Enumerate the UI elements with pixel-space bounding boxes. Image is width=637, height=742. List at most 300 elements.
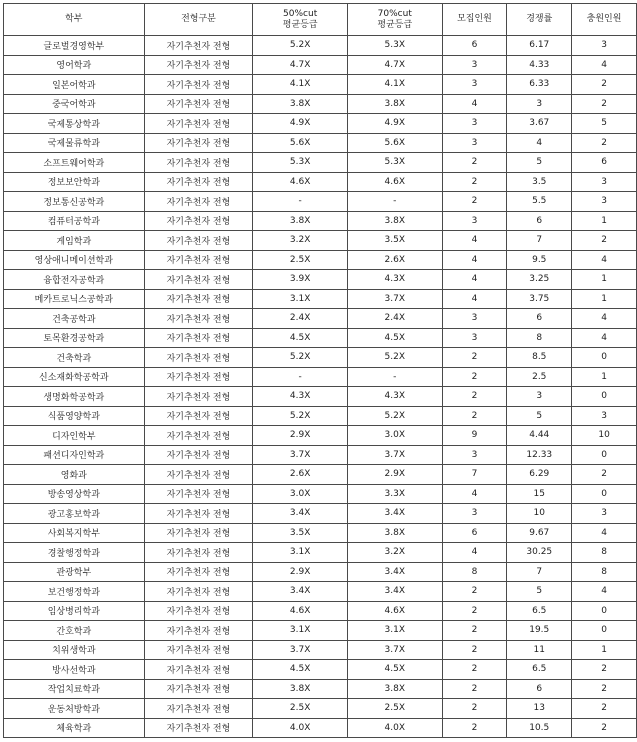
table-row [4, 465, 637, 485]
recruitment-count-cell: 2 [442, 718, 507, 738]
department-cell: 운동처방학과 [4, 699, 145, 719]
cut50-grade-cell: 3.7X [253, 445, 348, 465]
department-cell: 토목환경공학과 [4, 328, 145, 348]
admission-type-cell: 자기추천자 전형 [144, 367, 253, 387]
cut50-grade-cell: 4.5X [253, 328, 348, 348]
cut70-grade-cell: - [347, 192, 442, 212]
admission-type-cell: 자기추천자 전형 [144, 445, 253, 465]
cut50-grade-cell: 3.8X [253, 94, 348, 114]
recruitment-count-cell: 2 [442, 699, 507, 719]
cut50-grade-cell: 3.8X [253, 211, 348, 231]
recruitment-count-cell: 3 [442, 504, 507, 524]
additional-admissions-cell: 3 [572, 406, 637, 426]
table-row [4, 640, 637, 660]
recruitment-count-cell: 6 [442, 523, 507, 543]
recruitment-count-cell: 2 [442, 348, 507, 368]
competition-rate-cell: 6.17 [507, 36, 572, 56]
cut50-grade-cell: 2.5X [253, 250, 348, 270]
admission-type-cell: 자기추천자 전형 [144, 270, 253, 290]
recruitment-count-cell: 2 [442, 679, 507, 699]
recruitment-count-cell: 6 [442, 36, 507, 56]
cut50-grade-cell: 2.9X [253, 426, 348, 446]
table-row [4, 543, 637, 563]
admission-type-cell: 자기추천자 전형 [144, 679, 253, 699]
admission-type-cell: 자기추천자 전형 [144, 289, 253, 309]
additional-admissions-cell: 3 [572, 504, 637, 524]
additional-admissions-cell: 0 [572, 484, 637, 504]
competition-rate-cell: 10.5 [507, 718, 572, 738]
table-row [4, 75, 637, 95]
table-row [4, 153, 637, 173]
cut70-grade-cell: 2.6X [347, 250, 442, 270]
cut50-grade-cell: 5.3X [253, 153, 348, 173]
recruitment-count-cell: 2 [442, 367, 507, 387]
admission-type-cell: 자기추천자 전형 [144, 328, 253, 348]
table-row [4, 172, 637, 192]
department-cell: 정보통신공학과 [4, 192, 145, 212]
admission-type-cell: 자기추천자 전형 [144, 562, 253, 582]
table-row [4, 211, 637, 231]
competition-rate-cell: 6.33 [507, 75, 572, 95]
competition-rate-cell: 3.5 [507, 172, 572, 192]
table-row [4, 523, 637, 543]
table-row [4, 55, 637, 75]
admission-type-cell: 자기추천자 전형 [144, 133, 253, 153]
cut50-grade-cell: 5.2X [253, 406, 348, 426]
recruitment-count-cell: 3 [442, 133, 507, 153]
recruitment-count-cell: 2 [442, 582, 507, 602]
cut50-grade-cell: 2.4X [253, 309, 348, 329]
department-cell: 간호학과 [4, 621, 145, 641]
competition-rate-cell: 10 [507, 504, 572, 524]
recruitment-count-cell: 4 [442, 270, 507, 290]
additional-admissions-cell: 2 [572, 75, 637, 95]
header-department: 학부 [4, 4, 145, 36]
admission-type-cell: 자기추천자 전형 [144, 426, 253, 446]
table-row [4, 562, 637, 582]
department-cell: 경찰행정학과 [4, 543, 145, 563]
cut50-grade-cell: 3.5X [253, 523, 348, 543]
competition-rate-cell: 4.44 [507, 426, 572, 446]
recruitment-count-cell: 4 [442, 289, 507, 309]
additional-admissions-cell: 1 [572, 289, 637, 309]
additional-admissions-cell: 0 [572, 445, 637, 465]
header-row [4, 4, 637, 36]
header-cut70-line2: 평균등급 [377, 19, 413, 30]
table-row [4, 192, 637, 212]
recruitment-count-cell: 9 [442, 426, 507, 446]
cut50-grade-cell: 4.1X [253, 75, 348, 95]
recruitment-count-cell: 2 [442, 172, 507, 192]
cut50-grade-cell: 2.6X [253, 465, 348, 485]
table-row [4, 367, 637, 387]
additional-admissions-cell: 2 [572, 699, 637, 719]
admission-results-table-container [3, 3, 637, 738]
table-row [4, 231, 637, 251]
cut70-grade-cell: 5.2X [347, 406, 442, 426]
table-row [4, 289, 637, 309]
competition-rate-cell: 6.5 [507, 601, 572, 621]
cut70-grade-cell: 4.6X [347, 601, 442, 621]
cut70-grade-cell: 4.6X [347, 172, 442, 192]
admission-type-cell: 자기추천자 전형 [144, 36, 253, 56]
additional-admissions-cell: 0 [572, 601, 637, 621]
competition-rate-cell: 13 [507, 699, 572, 719]
competition-rate-cell: 12.33 [507, 445, 572, 465]
additional-admissions-cell: 6 [572, 153, 637, 173]
table-row [4, 660, 637, 680]
cut70-grade-cell: 3.7X [347, 289, 442, 309]
recruitment-count-cell: 7 [442, 465, 507, 485]
table-row [4, 426, 637, 446]
admission-type-cell: 자기추천자 전형 [144, 172, 253, 192]
competition-rate-cell: 6.29 [507, 465, 572, 485]
admission-type-cell: 자기추천자 전형 [144, 660, 253, 680]
table-row [4, 445, 637, 465]
cut70-grade-cell: 3.8X [347, 523, 442, 543]
header-admission-type: 전형구분 [144, 4, 253, 36]
table-row [4, 679, 637, 699]
competition-rate-cell: 5.5 [507, 192, 572, 212]
competition-rate-cell: 7 [507, 562, 572, 582]
department-cell: 체육학과 [4, 718, 145, 738]
cut50-grade-cell: 4.6X [253, 601, 348, 621]
cut70-grade-cell: 4.5X [347, 328, 442, 348]
admission-type-cell: 자기추천자 전형 [144, 114, 253, 134]
cut70-grade-cell: 3.7X [347, 640, 442, 660]
additional-admissions-cell: 4 [572, 250, 637, 270]
department-cell: 패션디자인학과 [4, 445, 145, 465]
department-cell: 보건행정학과 [4, 582, 145, 602]
cut50-grade-cell: 3.4X [253, 582, 348, 602]
recruitment-count-cell: 2 [442, 387, 507, 407]
table-row [4, 114, 637, 134]
competition-rate-cell: 3.67 [507, 114, 572, 134]
cut70-grade-cell: 4.3X [347, 270, 442, 290]
department-cell: 식품영양학과 [4, 406, 145, 426]
competition-rate-cell: 6 [507, 679, 572, 699]
admission-type-cell: 자기추천자 전형 [144, 543, 253, 563]
cut50-grade-cell: 5.2X [253, 348, 348, 368]
competition-rate-cell: 5 [507, 582, 572, 602]
table-row [4, 582, 637, 602]
cut50-grade-cell: 3.0X [253, 484, 348, 504]
department-cell: 메카트로닉스공학과 [4, 289, 145, 309]
cut50-grade-cell: 3.1X [253, 289, 348, 309]
additional-admissions-cell: 0 [572, 621, 637, 641]
admission-type-cell: 자기추천자 전형 [144, 718, 253, 738]
additional-admissions-cell: 8 [572, 562, 637, 582]
additional-admissions-cell: 2 [572, 660, 637, 680]
cut50-grade-cell: 3.4X [253, 504, 348, 524]
department-cell: 컴퓨터공학과 [4, 211, 145, 231]
additional-admissions-cell: 4 [572, 328, 637, 348]
additional-admissions-cell: 2 [572, 465, 637, 485]
department-cell: 글로벌경영학부 [4, 36, 145, 56]
cut70-grade-cell: 4.5X [347, 660, 442, 680]
competition-rate-cell: 5 [507, 153, 572, 173]
cut70-grade-cell: - [347, 367, 442, 387]
department-cell: 영어학과 [4, 55, 145, 75]
department-cell: 작업치료학과 [4, 679, 145, 699]
admission-type-cell: 자기추천자 전형 [144, 484, 253, 504]
admission-type-cell: 자기추천자 전형 [144, 94, 253, 114]
cut70-grade-cell: 4.0X [347, 718, 442, 738]
admission-type-cell: 자기추천자 전형 [144, 348, 253, 368]
competition-rate-cell: 8 [507, 328, 572, 348]
header-cut50-line1: 50%cut [283, 8, 318, 19]
competition-rate-cell: 3 [507, 94, 572, 114]
recruitment-count-cell: 4 [442, 94, 507, 114]
department-cell: 임상병리학과 [4, 601, 145, 621]
department-cell: 영상애니메이션학과 [4, 250, 145, 270]
table-row [4, 94, 637, 114]
cut50-grade-cell: 3.1X [253, 621, 348, 641]
cut50-grade-cell: 3.9X [253, 270, 348, 290]
admission-type-cell: 자기추천자 전형 [144, 75, 253, 95]
additional-admissions-cell: 0 [572, 387, 637, 407]
additional-admissions-cell: 2 [572, 231, 637, 251]
competition-rate-cell: 5 [507, 406, 572, 426]
competition-rate-cell: 3 [507, 387, 572, 407]
cut70-grade-cell: 5.3X [347, 36, 442, 56]
table-row [4, 504, 637, 524]
department-cell: 정보보안학과 [4, 172, 145, 192]
table-row [4, 309, 637, 329]
recruitment-count-cell: 3 [442, 75, 507, 95]
competition-rate-cell: 11 [507, 640, 572, 660]
recruitment-count-cell: 4 [442, 543, 507, 563]
admission-type-cell: 자기추천자 전형 [144, 640, 253, 660]
table-row [4, 601, 637, 621]
cut50-grade-cell: 4.3X [253, 387, 348, 407]
recruitment-count-cell: 3 [442, 55, 507, 75]
admission-type-cell: 자기추천자 전형 [144, 582, 253, 602]
table-row [4, 699, 637, 719]
admission-results-table [3, 3, 637, 738]
table-body [4, 36, 637, 738]
table-row [4, 484, 637, 504]
department-cell: 치위생학과 [4, 640, 145, 660]
cut50-grade-cell: 2.9X [253, 562, 348, 582]
table-row [4, 133, 637, 153]
recruitment-count-cell: 4 [442, 250, 507, 270]
cut70-grade-cell: 5.2X [347, 348, 442, 368]
cut70-grade-cell: 4.1X [347, 75, 442, 95]
header-recruitment-count: 모집인원 [442, 4, 507, 36]
additional-admissions-cell: 1 [572, 270, 637, 290]
department-cell: 디자인학부 [4, 426, 145, 446]
recruitment-count-cell: 2 [442, 192, 507, 212]
competition-rate-cell: 2.5 [507, 367, 572, 387]
header-cut70-line1: 70%cut [377, 8, 412, 19]
admission-type-cell: 자기추천자 전형 [144, 387, 253, 407]
cut70-grade-cell: 3.4X [347, 504, 442, 524]
cut70-grade-cell: 3.0X [347, 426, 442, 446]
department-cell: 광고홍보학과 [4, 504, 145, 524]
additional-admissions-cell: 2 [572, 679, 637, 699]
admission-type-cell: 자기추천자 전형 [144, 523, 253, 543]
cut70-grade-cell: 3.4X [347, 582, 442, 602]
cut70-grade-cell: 5.3X [347, 153, 442, 173]
department-cell: 관광학부 [4, 562, 145, 582]
cut50-grade-cell: 3.7X [253, 640, 348, 660]
recruitment-count-cell: 2 [442, 153, 507, 173]
table-row [4, 36, 637, 56]
admission-type-cell: 자기추천자 전형 [144, 55, 253, 75]
additional-admissions-cell: 2 [572, 718, 637, 738]
cut70-grade-cell: 3.8X [347, 211, 442, 231]
cut70-grade-cell: 2.5X [347, 699, 442, 719]
competition-rate-cell: 3.25 [507, 270, 572, 290]
cut70-grade-cell: 3.5X [347, 231, 442, 251]
table-row [4, 406, 637, 426]
recruitment-count-cell: 2 [442, 601, 507, 621]
additional-admissions-cell: 0 [572, 348, 637, 368]
cut50-grade-cell: 4.9X [253, 114, 348, 134]
cut50-grade-cell: 3.8X [253, 679, 348, 699]
department-cell: 중국어학과 [4, 94, 145, 114]
additional-admissions-cell: 8 [572, 543, 637, 563]
admission-type-cell: 자기추천자 전형 [144, 601, 253, 621]
additional-admissions-cell: 3 [572, 36, 637, 56]
department-cell: 영화과 [4, 465, 145, 485]
cut50-grade-cell: 5.6X [253, 133, 348, 153]
cut70-grade-cell: 3.8X [347, 679, 442, 699]
table-row [4, 348, 637, 368]
header-cut50-average-grade [253, 4, 348, 36]
competition-rate-cell: 4.33 [507, 55, 572, 75]
admission-type-cell: 자기추천자 전형 [144, 192, 253, 212]
cut50-grade-cell: - [253, 367, 348, 387]
admission-type-cell: 자기추천자 전형 [144, 211, 253, 231]
competition-rate-cell: 9.67 [507, 523, 572, 543]
cut70-grade-cell: 3.7X [347, 445, 442, 465]
department-cell: 건축공학과 [4, 309, 145, 329]
header-cut70-average-grade [347, 4, 442, 36]
additional-admissions-cell: 4 [572, 523, 637, 543]
department-cell: 소프트웨어학과 [4, 153, 145, 173]
table-row [4, 718, 637, 738]
competition-rate-cell: 3.75 [507, 289, 572, 309]
department-cell: 방사선학과 [4, 660, 145, 680]
additional-admissions-cell: 4 [572, 55, 637, 75]
competition-rate-cell: 19.5 [507, 621, 572, 641]
admission-type-cell: 자기추천자 전형 [144, 504, 253, 524]
additional-admissions-cell: 4 [572, 309, 637, 329]
department-cell: 사회복지학부 [4, 523, 145, 543]
competition-rate-cell: 6 [507, 309, 572, 329]
recruitment-count-cell: 4 [442, 231, 507, 251]
admission-type-cell: 자기추천자 전형 [144, 699, 253, 719]
additional-admissions-cell: 2 [572, 94, 637, 114]
additional-admissions-cell: 4 [572, 582, 637, 602]
cut70-grade-cell: 2.9X [347, 465, 442, 485]
recruitment-count-cell: 3 [442, 309, 507, 329]
department-cell: 일본어학과 [4, 75, 145, 95]
admission-type-cell: 자기추천자 전형 [144, 406, 253, 426]
cut70-grade-cell: 3.4X [347, 562, 442, 582]
cut50-grade-cell: 3.1X [253, 543, 348, 563]
table-row [4, 270, 637, 290]
cut50-grade-cell: 2.5X [253, 699, 348, 719]
cut50-grade-cell: 4.0X [253, 718, 348, 738]
competition-rate-cell: 8.5 [507, 348, 572, 368]
recruitment-count-cell: 2 [442, 621, 507, 641]
department-cell: 신소재화학공학과 [4, 367, 145, 387]
recruitment-count-cell: 2 [442, 406, 507, 426]
table-row [4, 328, 637, 348]
competition-rate-cell: 6.5 [507, 660, 572, 680]
cut70-grade-cell: 4.3X [347, 387, 442, 407]
cut50-grade-cell: 5.2X [253, 36, 348, 56]
table-row [4, 621, 637, 641]
cut70-grade-cell: 5.6X [347, 133, 442, 153]
header-competition-rate: 경쟁률 [507, 4, 572, 36]
competition-rate-cell: 6 [507, 211, 572, 231]
admission-type-cell: 자기추천자 전형 [144, 153, 253, 173]
competition-rate-cell: 7 [507, 231, 572, 251]
recruitment-count-cell: 4 [442, 484, 507, 504]
table-row [4, 250, 637, 270]
cut70-grade-cell: 3.8X [347, 94, 442, 114]
recruitment-count-cell: 3 [442, 445, 507, 465]
additional-admissions-cell: 10 [572, 426, 637, 446]
additional-admissions-cell: 3 [572, 192, 637, 212]
additional-admissions-cell: 1 [572, 367, 637, 387]
cut50-grade-cell: - [253, 192, 348, 212]
cut50-grade-cell: 4.5X [253, 660, 348, 680]
recruitment-count-cell: 3 [442, 328, 507, 348]
department-cell: 국제물류학과 [4, 133, 145, 153]
header-additional-admissions: 충원인원 [572, 4, 637, 36]
department-cell: 융합전자공학과 [4, 270, 145, 290]
additional-admissions-cell: 2 [572, 133, 637, 153]
recruitment-count-cell: 3 [442, 211, 507, 231]
competition-rate-cell: 9.5 [507, 250, 572, 270]
cut50-grade-cell: 3.2X [253, 231, 348, 251]
additional-admissions-cell: 1 [572, 640, 637, 660]
cut50-grade-cell: 4.6X [253, 172, 348, 192]
header-cut50-line2: 평균등급 [282, 19, 318, 30]
cut70-grade-cell: 2.4X [347, 309, 442, 329]
additional-admissions-cell: 3 [572, 172, 637, 192]
admission-type-cell: 자기추천자 전형 [144, 250, 253, 270]
cut50-grade-cell: 4.7X [253, 55, 348, 75]
cut70-grade-cell: 4.7X [347, 55, 442, 75]
cut70-grade-cell: 3.2X [347, 543, 442, 563]
table-row [4, 387, 637, 407]
admission-type-cell: 자기추천자 전형 [144, 231, 253, 251]
additional-admissions-cell: 5 [572, 114, 637, 134]
department-cell: 국제통상학과 [4, 114, 145, 134]
department-cell: 방송영상학과 [4, 484, 145, 504]
recruitment-count-cell: 3 [442, 114, 507, 134]
cut70-grade-cell: 3.3X [347, 484, 442, 504]
competition-rate-cell: 30.25 [507, 543, 572, 563]
recruitment-count-cell: 2 [442, 640, 507, 660]
admission-type-cell: 자기추천자 전형 [144, 621, 253, 641]
department-cell: 게임학과 [4, 231, 145, 251]
competition-rate-cell: 15 [507, 484, 572, 504]
recruitment-count-cell: 8 [442, 562, 507, 582]
cut70-grade-cell: 3.1X [347, 621, 442, 641]
additional-admissions-cell: 1 [572, 211, 637, 231]
admission-type-cell: 자기추천자 전형 [144, 309, 253, 329]
admission-type-cell: 자기추천자 전형 [144, 465, 253, 485]
competition-rate-cell: 4 [507, 133, 572, 153]
department-cell: 건축학과 [4, 348, 145, 368]
